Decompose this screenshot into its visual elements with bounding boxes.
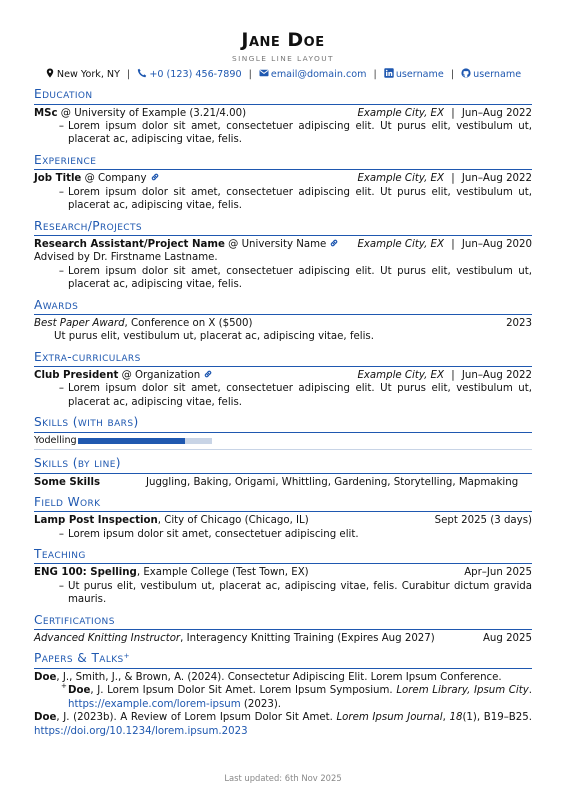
pub-link[interactable]: https://example.com/lorem-ipsum <box>68 698 241 710</box>
phone-text: +0 (123) 456-7890 <box>149 68 242 80</box>
bullet-text: Ut purus elit, vestibulum ut, placerat ac, adipiscing vitae, felis. Curabitur dictum gravida mauris. <box>68 580 532 606</box>
phone-icon <box>137 68 147 78</box>
job-title: Job Title <box>34 173 82 185</box>
certification-date: Aug 2025 <box>482 632 532 644</box>
pub-text: . <box>528 685 533 697</box>
bullet-item <box>34 265 532 292</box>
section-title: Extra-curriculars <box>34 350 532 367</box>
entry-header <box>34 632 532 645</box>
at-sign: @ <box>228 238 239 250</box>
bullet-text: Lorem ipsum dolor sit amet, consectetuer adipiscing elit. Ut purus elit, vestibulum ut, placerat ac, adipiscing vitae, felis. <box>68 121 532 146</box>
bullet-item <box>34 528 532 541</box>
degree: MSc <box>34 107 58 119</box>
email-text: email@domain.com <box>270 68 367 80</box>
linkedin-text: username <box>395 68 444 80</box>
contact-location <box>45 68 120 82</box>
contact-linkedin[interactable] <box>384 68 444 82</box>
at-sign: @ <box>84 173 95 185</box>
advisor-line: Advised by Dr. Firstname Lastname. <box>34 252 218 264</box>
section-title: Awards <box>34 298 532 315</box>
section-title: Skills (with bars) <box>34 415 532 432</box>
linkedin-icon <box>384 68 394 78</box>
bullet-dash: – <box>58 383 64 395</box>
location-text: New York, NY <box>56 68 120 80</box>
entry-header <box>34 238 532 251</box>
section-title: Research/Projects <box>34 219 532 236</box>
last-updated: Last updated: 6th Nov 2025 <box>224 773 342 783</box>
link-icon[interactable] <box>150 172 160 182</box>
skill-line-row <box>34 476 532 489</box>
institution: University of Example (3.21/4.00) <box>74 107 247 119</box>
entry-header <box>34 514 532 527</box>
contact-separator: | <box>248 68 252 80</box>
bullet-text: Lorem ipsum dolor sit amet, consectetuer adipiscing elit. Ut purus elit, vestibulum ut, placerat ac, adipiscing vitae, felis. <box>68 383 532 408</box>
bullet-text: Lorem ipsum dolor sit amet, consectetuer adipiscing elit. Ut purus elit, vestibulum ut, placerat ac, adipiscing vitae, felis. <box>68 186 532 212</box>
bullet-item <box>34 120 532 147</box>
pub-text: , J., Smith, J., & Brown, A. (2024). Consectetur Adipiscing Elit. Lorem Ipsum Conference. <box>56 671 502 683</box>
project-role: Research Assistant/Project Name <box>34 238 225 250</box>
pub-text: , J. Lorem Ipsum Dolor Sit Amet. Lorem Ipsum Symposium. <box>90 685 397 697</box>
section-extracurriculars <box>34 350 532 410</box>
organization: Organization <box>135 370 201 381</box>
entry-dates: Jun–Aug 2022 <box>461 107 532 119</box>
pub-venue: Lorem Library, Ipsum City <box>396 685 529 697</box>
section-awards <box>34 298 532 344</box>
skill-label: Yodelling <box>34 434 77 446</box>
university: University Name <box>241 238 327 250</box>
pub-author: Doe <box>34 712 57 724</box>
publication-item <box>34 711 532 738</box>
club-role: Club President <box>34 370 119 381</box>
entry-location: Example City, EX <box>357 107 444 119</box>
pub-author: Doe <box>68 685 91 697</box>
entry-dates: Jun–Aug 2020 <box>461 238 532 250</box>
section-papers <box>34 651 532 738</box>
bullet-item <box>34 186 532 213</box>
skill-list: Juggling, Baking, Origami, Whittling, Gardening, Storytelling, Mapmaking <box>146 476 519 488</box>
entry-header <box>34 369 532 382</box>
section-title: Field Work <box>34 495 532 512</box>
section-title: Education <box>34 87 532 104</box>
field-role: Lamp Post Inspection <box>34 515 158 527</box>
section-title: Certifications <box>34 613 532 630</box>
section-title: Teaching <box>34 547 532 564</box>
github-icon <box>461 68 471 78</box>
pub-author: Doe <box>34 671 57 683</box>
talk-marker: + <box>61 682 67 691</box>
pub-text: , <box>442 712 450 724</box>
link-icon[interactable] <box>329 238 339 248</box>
entry-dates: Jun–Aug 2022 <box>461 370 532 381</box>
link-icon[interactable] <box>203 369 213 379</box>
envelope-icon <box>259 68 269 78</box>
contact-email[interactable] <box>259 68 367 82</box>
entry-separator: | <box>451 107 455 119</box>
contact-phone[interactable] <box>137 68 241 82</box>
course-name: ENG 100: Spelling <box>34 567 137 579</box>
at-sign: @ <box>60 107 71 119</box>
section-skills-line <box>34 456 532 489</box>
contact-bar <box>34 68 532 82</box>
talk-marker: + <box>123 652 130 661</box>
skill-category: Some Skills <box>34 476 101 488</box>
entry-dates: Jun–Aug 2022 <box>461 173 532 185</box>
candidate-name: Jane Doe <box>241 29 325 51</box>
skill-level-bar <box>78 438 212 444</box>
bullet-item <box>34 382 532 409</box>
publication-item <box>34 671 532 684</box>
section-certifications <box>34 613 532 646</box>
contact-separator: | <box>450 68 455 80</box>
entry-separator: | <box>451 173 455 185</box>
entry-header <box>34 172 532 185</box>
skill-bar-row <box>34 435 532 451</box>
company: Company <box>98 173 147 185</box>
entry-dates: Sept 2025 (3 days) <box>434 515 532 527</box>
section-title: Skills (by line) <box>34 456 532 473</box>
at-sign: @ <box>121 370 132 381</box>
pub-text: (1), B19–B25. <box>462 712 532 724</box>
bullet-dash: – <box>58 580 64 592</box>
pub-text: , J. (2023b). A Review of Lorem Ipsum Dolor Sit Amet. <box>56 712 337 724</box>
field-org: , City of Chicago (Chicago, IL) <box>157 515 309 527</box>
github-text: username <box>473 68 522 80</box>
entry-separator: | <box>451 370 455 381</box>
pub-venue: Lorem Ipsum Journal <box>336 712 443 724</box>
section-experience <box>34 153 532 213</box>
section-education <box>34 87 532 147</box>
contact-separator: | <box>127 68 131 80</box>
course-org: , Example College (Test Town, EX) <box>136 567 309 579</box>
map-pin-icon <box>45 68 55 78</box>
bullet-dash: – <box>58 265 64 277</box>
bullet-dash: – <box>58 528 64 540</box>
section-title: Experience <box>34 153 532 170</box>
publication-item <box>34 684 532 711</box>
contact-github[interactable] <box>461 68 521 82</box>
section-teaching <box>34 547 532 607</box>
entry-header <box>34 566 532 579</box>
bullet-dash: – <box>58 186 64 198</box>
bullet-dash: – <box>58 121 64 133</box>
pub-text: (2023). <box>240 698 282 710</box>
pub-volume: 18 <box>449 712 463 724</box>
entry-separator: | <box>451 238 455 250</box>
section-title: Papers & Talks <box>34 651 124 666</box>
certification-detail: , Interagency Knitting Training (Expires Aug 2027) <box>180 632 435 644</box>
skill-level-fill <box>78 438 185 444</box>
award-detail: , Conference on X ($500) <box>124 317 253 329</box>
certification-name: Advanced Knitting Instructor <box>34 632 181 644</box>
award-name: Best Paper Award <box>34 317 125 329</box>
bullet-text: Lorem ipsum dolor sit amet, consectetuer adipiscing elit. Ut purus elit, vestibulum ut, placerat ac, adipiscing vitae, felis. <box>68 265 532 291</box>
section-title-wrap <box>34 651 532 668</box>
entry-location: Example City, EX <box>357 238 444 250</box>
layout-subtitle: SINGLE LINE LAYOUT <box>232 53 334 63</box>
section-skills-bars <box>34 415 532 450</box>
entry-dates: Apr–Jun 2025 <box>464 567 532 579</box>
contact-separator: | <box>373 68 377 80</box>
section-field-work <box>34 495 532 541</box>
pub-link[interactable]: https://doi.org/10.1234/lorem.ipsum.2023 <box>34 725 248 737</box>
bullet-text: Lorem ipsum dolor sit amet, consectetuer adipiscing elit. <box>68 528 359 540</box>
entry-header <box>34 317 532 330</box>
award-description: Ut purus elit, vestibulum ut, placerat ac, adipiscing vitae, felis. <box>54 331 374 343</box>
entry-location: Example City, EX <box>357 370 444 381</box>
award-year: 2023 <box>506 317 532 329</box>
section-research <box>34 219 532 292</box>
entry-header <box>34 107 532 120</box>
entry-location: Example City, EX <box>357 173 444 185</box>
bullet-item <box>34 580 532 607</box>
